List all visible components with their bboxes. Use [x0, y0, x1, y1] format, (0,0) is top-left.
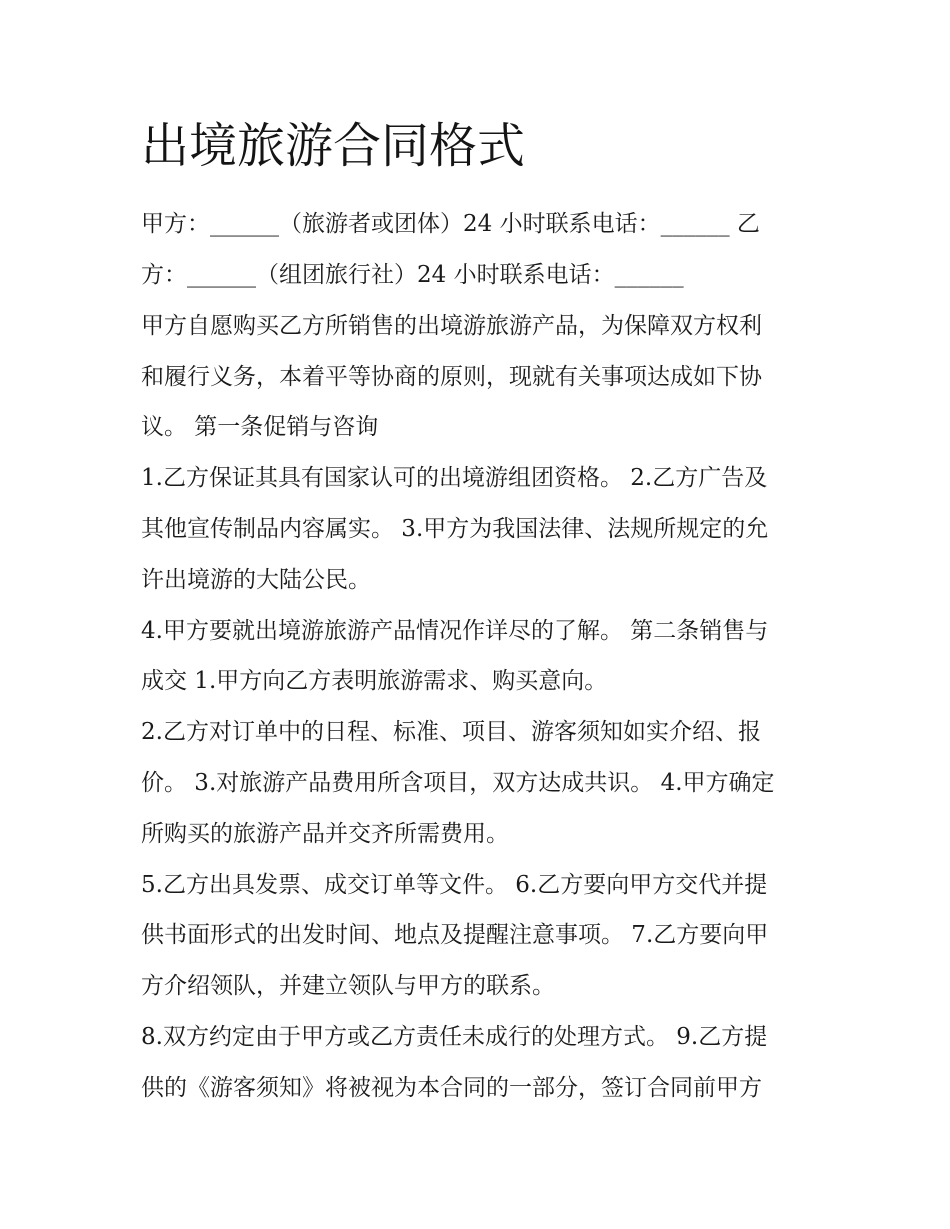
paragraph-line: 议。 第一条促销与咨询 [141, 414, 379, 440]
paragraph-line: 价。 3.对旅游产品费用所含项目，双方达成共识。 4.甲方确定 [141, 770, 775, 796]
paragraph-line: 供书面形式的出发时间、地点及提醒注意事项。 7.乙方要向甲 [141, 922, 769, 948]
paragraph-line: 和履行义务，本着平等协商的原则，现就有关事项达成如下协 [141, 364, 762, 390]
document-title: 出境旅游合同格式 [141, 118, 526, 174]
paragraph-line: 甲方自愿购买乙方所销售的出境游旅游产品，为保障双方权利 [141, 313, 762, 339]
paragraph-line: 许出境游的大陆公民。 [141, 567, 371, 593]
paragraph-line: 供的《游客须知》将被视为本合同的一部分，签订合同前甲方 [141, 1075, 762, 1101]
paragraph-line: 其他宣传制品内容属实。 3.甲方为我国法律、法规所规定的允 [141, 516, 769, 542]
paragraph-line: 5.乙方出具发票、成交订单等文件。 6.乙方要向甲方交代并提 [141, 872, 768, 898]
paragraph-line: 方：______（组团旅行社）24 小时联系电话：______ [141, 262, 684, 288]
paragraph-line: 成交 1.甲方向乙方表明旅游需求、购买意向。 [141, 668, 608, 694]
paragraph-line: 方介绍领队，并建立领队与甲方的联系。 [141, 973, 555, 999]
paragraph-line: 1.乙方保证其具有国家认可的出境游组团资格。 2.乙方广告及 [141, 465, 768, 491]
paragraph-line: 所购买的旅游产品并交齐所需费用。 [141, 821, 509, 847]
paragraph-line: 甲方：______（旅游者或团体）24 小时联系电话：______ 乙 [141, 211, 760, 237]
paragraph-line: 2.乙方对订单中的日程、标准、项目、游客须知如实介绍、报 [141, 719, 761, 745]
paragraph-line: 4.甲方要就出境游旅游产品情况作详尽的了解。 第二条销售与 [141, 618, 769, 644]
paragraph-line: 8.双方约定由于甲方或乙方责任未成行的处理方式。 9.乙方提 [141, 1024, 768, 1050]
